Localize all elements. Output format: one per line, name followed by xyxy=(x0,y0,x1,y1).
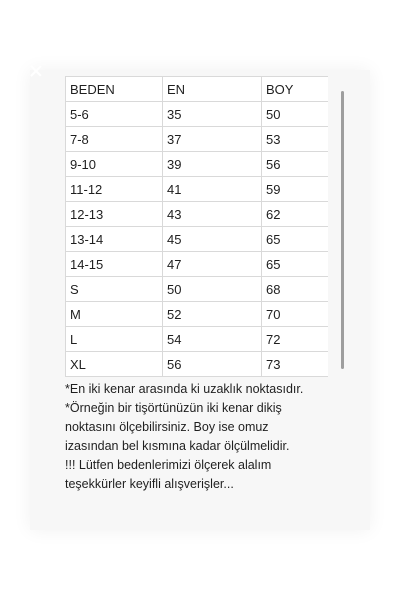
table-row xyxy=(66,327,329,352)
table-row xyxy=(66,177,329,202)
table-cell: 39 xyxy=(163,152,262,177)
table-cell: 50 xyxy=(262,102,329,127)
table-row xyxy=(66,202,329,227)
table-cell: 54 xyxy=(163,327,262,352)
table-cell: 52 xyxy=(163,302,262,327)
table-cell: 50 xyxy=(163,277,262,302)
header-cell-boy: BOY xyxy=(262,77,329,102)
table-cell: 43 xyxy=(163,202,262,227)
table-cell: 73 xyxy=(262,352,329,377)
table-cell: 5-6 xyxy=(66,102,163,127)
table-cell: 9-10 xyxy=(66,152,163,177)
table-row xyxy=(66,252,329,277)
table-cell: 12-13 xyxy=(66,202,163,227)
table-cell: 65 xyxy=(262,227,329,252)
table-row xyxy=(66,102,329,127)
table-cell: 47 xyxy=(163,252,262,277)
table-cell: 53 xyxy=(262,127,329,152)
table-cell: 45 xyxy=(163,227,262,252)
size-notes xyxy=(65,380,365,494)
table-cell: L xyxy=(66,327,163,352)
table-row xyxy=(66,127,329,152)
table-cell: 59 xyxy=(262,177,329,202)
table-row xyxy=(66,352,329,377)
table-cell: 13-14 xyxy=(66,227,163,252)
table-cell: 35 xyxy=(163,102,262,127)
table-cell: 72 xyxy=(262,327,329,352)
table-cell: 11-12 xyxy=(66,177,163,202)
header-cell-en: EN xyxy=(163,77,262,102)
table-row xyxy=(66,302,329,327)
table-cell: 7-8 xyxy=(66,127,163,152)
table-cell: S xyxy=(66,277,163,302)
size-table xyxy=(65,76,328,377)
note-line: *En iki kenar arasında ki uzaklık noktasıdır. xyxy=(65,382,304,396)
table-cell: 56 xyxy=(262,152,329,177)
table-header-row xyxy=(66,77,329,102)
note-line: izasından bel kısmına kadar ölçülmelidir. xyxy=(65,439,290,453)
table-cell: 70 xyxy=(262,302,329,327)
note-line: noktasını ölçebilirsiniz. Boy ise omuz xyxy=(65,420,269,434)
note-line: teşekkürler keyifli alışverişler... xyxy=(65,477,234,491)
table-cell: XL xyxy=(66,352,163,377)
table-cell: 14-15 xyxy=(66,252,163,277)
table-row xyxy=(66,227,329,252)
table-row xyxy=(66,152,329,177)
note-line: !!! Lütfen bedenlerimizi ölçerek alalım xyxy=(65,458,272,472)
table-cell: 37 xyxy=(163,127,262,152)
table-cell: 65 xyxy=(262,252,329,277)
table-cell: 68 xyxy=(262,277,329,302)
table-cell: M xyxy=(66,302,163,327)
close-icon[interactable] xyxy=(26,62,46,82)
table-row xyxy=(66,277,329,302)
table-cell: 41 xyxy=(163,177,262,202)
table-scrollbar[interactable] xyxy=(341,91,344,369)
table-cell: 56 xyxy=(163,352,262,377)
note-line: *Örneğin bir tişörtünüzün iki kenar dikiş xyxy=(65,401,282,415)
table-cell: 62 xyxy=(262,202,329,227)
header-cell-beden: BEDEN xyxy=(66,77,163,102)
